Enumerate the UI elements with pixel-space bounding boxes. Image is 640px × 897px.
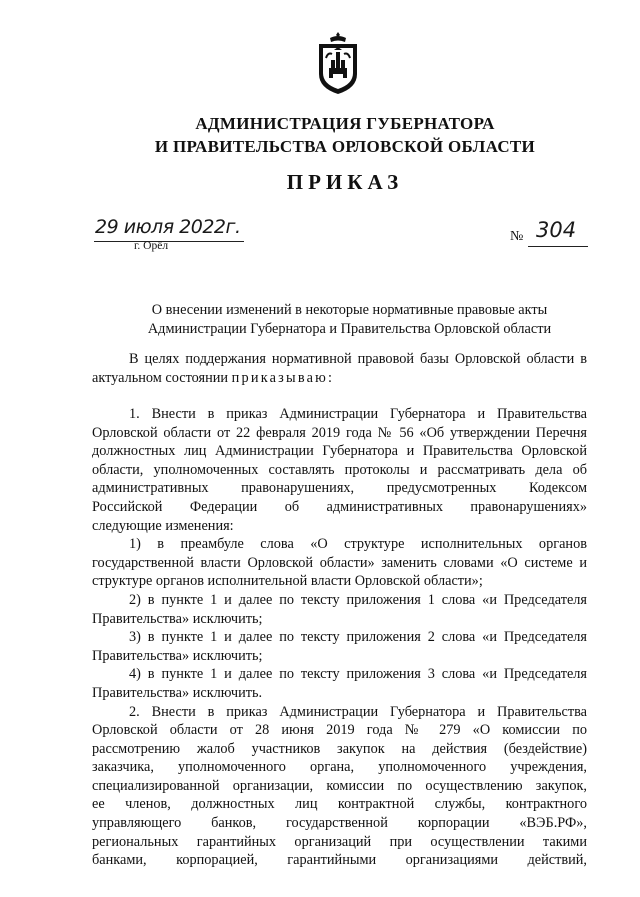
handwritten-date: 29 июля 2022г. (95, 216, 241, 238)
order-body (92, 405, 587, 870)
document-subject (92, 301, 607, 339)
body-line: административных правонарушениях, предусмотренных Кодексом (92, 480, 587, 497)
body-line: рассмотрению жалоб участников закупок на действия (бездействие) (92, 740, 587, 757)
body-line: Правительства» исключить; (92, 610, 263, 627)
preamble-colon: : (328, 369, 332, 386)
body-line: 2) в пункте 1 и далее по тексту приложения 1 слова «и Председателя (129, 591, 587, 608)
body-line: заказчика, уполномоченного органа, уполномоченного учреждения, (92, 759, 587, 776)
body-line: структуре органов исполнительной власти Орловской области»; (92, 573, 483, 590)
body-line: управляющего банков, государственной корпорации «ВЭБ.РФ», (92, 815, 587, 832)
coat-of-arms-icon (316, 30, 360, 96)
body-line: Российской Федерации об административных правонарушениях» (92, 498, 587, 515)
preamble (92, 350, 587, 387)
preamble-line (92, 369, 587, 388)
body-line: должностных лиц Администрации Губернатора и Правительства Орловской (92, 443, 587, 460)
body-line: Правительства» исключить. (92, 684, 263, 701)
body-line: Орловской области от 28 июня 2019 года № 279 «О комиссии по (92, 722, 587, 739)
preamble-text: актуальном состоянии (92, 369, 232, 386)
body-line: специализированной организации, комиссии по осуществлению закупок, (92, 777, 587, 794)
document-type-title: ПРИКАЗ (286, 170, 404, 194)
handwritten-number: 304 (536, 218, 577, 242)
body-line: области, уполномоченных составлять протоколы и рассматривать дела об (92, 461, 587, 478)
orders-word: приказываю (231, 369, 329, 386)
preamble-line: В целях поддержания нормативной правовой базы Орловской области в (129, 351, 587, 367)
subject-line: Администрации Губернатора и Правительства Орловской области (147, 321, 552, 337)
number-underline (528, 246, 588, 247)
body-line: государственной власти Орловской области» заменить словами «О системе и (92, 554, 587, 571)
body-line: ее членов, должностных лиц контрактной службы, контрактного (92, 796, 587, 813)
body-line: следующие изменения: (92, 517, 234, 534)
subject-line: О внесении изменений в некоторые нормативные правовые акты (151, 302, 548, 318)
body-line: Орловской области от 22 февраля 2019 года № 56 «Об утверждении Перечня (92, 424, 587, 441)
body-line: 4) в пункте 1 и далее по тексту приложения 3 слова «и Председателя (129, 666, 587, 683)
body-line: Правительства» исключить; (92, 647, 263, 664)
city-label: г. Орёл (134, 240, 169, 252)
number-label: № (510, 229, 524, 244)
organization-name-line1: АДМИНИСТРАЦИЯ ГУБЕРНАТОРА (195, 114, 495, 133)
body-line: 3) в пункте 1 и далее по тексту приложения 2 слова «и Председателя (129, 629, 587, 646)
body-line: 1) в преамбуле слова «О структуре исполнительных органов (129, 536, 587, 553)
date-underline (94, 241, 244, 242)
body-line: банками, корпорацией, гарантийными организациями действий, (92, 852, 587, 869)
body-line: 1. Внести в приказ Администрации Губернатора и Правительства (129, 406, 587, 422)
body-line: 2. Внести в приказ Администрации Губернатора и Правительства (129, 703, 587, 720)
body-line: региональных гарантийных организаций при осуществлении такими (92, 833, 587, 850)
organization-name-line2: И ПРАВИТЕЛЬСТВА ОРЛОВСКОЙ ОБЛАСТИ (154, 137, 536, 156)
